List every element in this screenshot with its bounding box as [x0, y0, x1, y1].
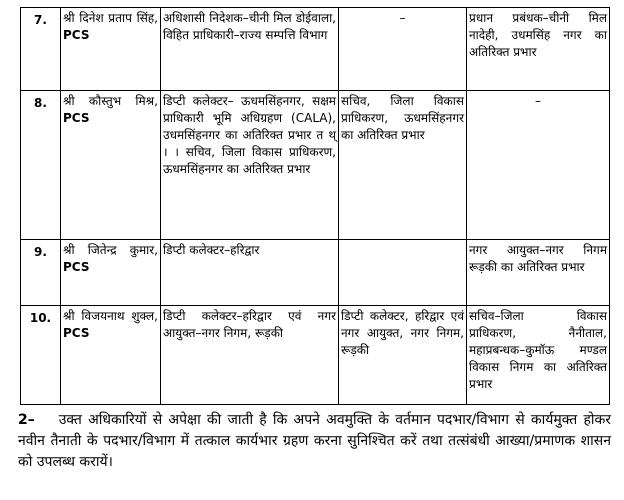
current-post-cell: डिप्टी कलेक्टर– ऊधमसिंहनगर, सक्षम प्राधिकारी भूमि अधिग्रहण (CALA), उधमसिंहनगर का अतिरिक्त प्रभार त थ् । । सचिव, जिला विकास प्राधिकरण, ऊधमसिंहनगर का अतिरिक्त प्रभार	[161, 91, 339, 240]
officer-transfer-table	[20, 7, 610, 405]
relieved-charge-cell: –	[339, 8, 467, 91]
row-number: 10.	[21, 306, 61, 405]
officer-name-cell	[61, 91, 161, 240]
relieved-charge-cell: सचिव, जिला विकास प्राधिकरण, ऊधमसिंहनगर का अतिरिक्त प्रभार	[339, 91, 467, 240]
table-row	[21, 240, 610, 306]
new-charge-cell: –	[467, 91, 610, 240]
new-charge-cell: सचिव–जिला विकास प्राधिकरण, नैनीताल, महाप्रबन्धक–कुमॉऊ मण्डल विकास निगम का अतिरिक्त प्रभार	[467, 306, 610, 405]
current-post-cell: डिप्टी कलेक्टर–हरिद्वार एवं नगर आयुक्त–नगर निगम, रूड़की	[161, 306, 339, 405]
relieved-charge-cell	[339, 240, 467, 306]
table-row	[21, 306, 610, 405]
row-number: 7.	[21, 8, 61, 91]
paragraph-number: 2–	[18, 412, 35, 428]
officer-name: श्री विजयनाथ शुक्ल,	[63, 309, 158, 323]
instruction-paragraph	[18, 410, 611, 473]
service-tag: PCS	[63, 28, 90, 42]
officer-name: श्री कौस्तुभ मिश्र,	[63, 94, 158, 108]
officer-name-cell	[61, 240, 161, 306]
service-tag: PCS	[63, 111, 90, 125]
officer-name: श्री जितेन्द्र कुमार,	[63, 243, 158, 257]
service-tag: PCS	[63, 326, 90, 340]
row-number: 9.	[21, 240, 61, 306]
table-row	[21, 91, 610, 240]
officer-name-cell	[61, 8, 161, 91]
table-row	[21, 8, 610, 91]
row-number: 8.	[21, 91, 61, 240]
current-post-cell: डिप्टी कलेक्टर–हरिद्वार	[161, 240, 339, 306]
service-tag: PCS	[63, 260, 90, 274]
paragraph-text: उक्त अधिकारियों से अपेक्षा की जाती है कि अपने अवमुक्ति के वर्तमान पदभार/विभाग से कार्यमुक्त होकर नवीन तैनाती के पदभार/विभाग में तत्काल कार्यभार ग्रहण करना सुनिश्चित करें तथा तत्संबंधी आख्या/प्रमाणक शासन को उपलब्ध करायें।	[18, 412, 611, 470]
new-charge-cell: नगर आयुक्त–नगर निगम रूड़की का अतिरिक्त प्रभार	[467, 240, 610, 306]
officer-name: श्री दिनेश प्रताप सिंह,	[63, 11, 158, 25]
current-post-cell: अधिशासी निदेशक–चीनी मिल डोईवाला, विहित प्राधिकारी–राज्य सम्पत्ति विभाग	[161, 8, 339, 91]
new-charge-cell: प्रधान प्रबंधक–चीनी मिल नादेही, उधमसिंह नगर का अतिरिक्त प्रभार	[467, 8, 610, 91]
relieved-charge-cell: डिप्टी कलेक्टर, हरिद्वार एवं नगर आयुक्त, नगर निगम, रूड़की	[339, 306, 467, 405]
officer-name-cell	[61, 306, 161, 405]
